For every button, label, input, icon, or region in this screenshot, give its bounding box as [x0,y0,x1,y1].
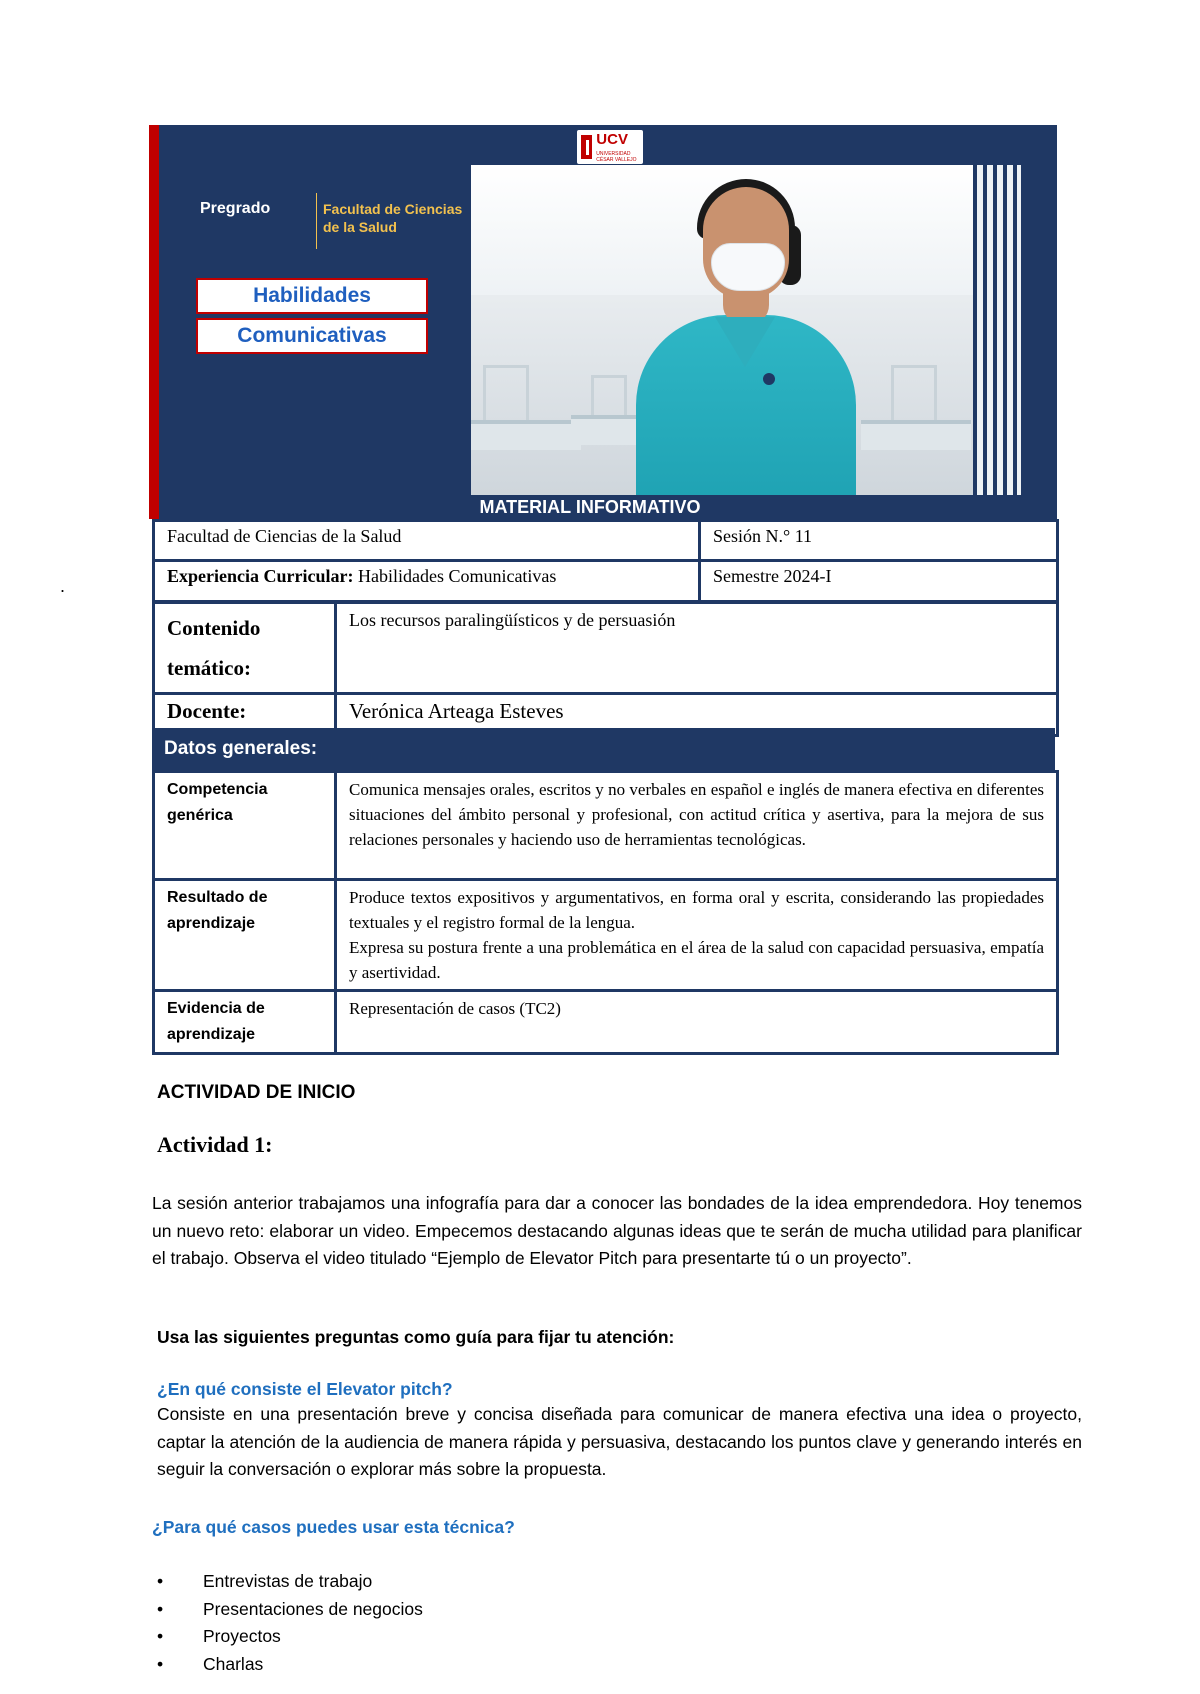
course-title-line2: Comunicativas [196,318,428,354]
resultado-value: Produce textos expositivos y argumentativos, en forma oral y escrita, considerando las propiedades textuales y el registro formal de la lengua. [349,888,1044,932]
contenido-value: Los recursos paralingüísticos y de persuasión [336,603,1058,694]
facultad-cell: Facultad de Ciencias de la Salud [154,521,700,561]
answer-1: Consiste en una presentación breve y concisa diseñada para comunicar de manera efectiva una idea o proyecto, captar la atención de la audiencia de manera rápida y persuasiva, destacando los puntos clave y generando interés en seguir la conversación o explorar más sobre la propuesta. [157,1404,1082,1479]
session-info-table [152,519,1059,603]
banner-title: MATERIAL INFORMATIVO [479,497,701,517]
resultado-cell [336,880,1058,991]
docente-value: Verónica Arteaga Esteves [336,694,1058,736]
logo-text: UCV [596,131,628,148]
experiencia-label: Experiencia Curricular: [167,566,354,586]
activity-heading: ACTIVIDAD DE INICIO [157,1082,356,1103]
list-item: • Entrevistas de trabajo [157,1568,423,1596]
evidencia-value: Representación de casos (TC2) [336,991,1058,1054]
ucv-logo-icon [581,135,592,159]
list-item: • Proyectos [157,1623,423,1651]
docente-label: Docente: [154,694,336,736]
technique-list [157,1568,423,1678]
semestre-cell: Semestre 2024-I [700,561,1058,602]
datos-generales-heading: Datos generales: [152,728,1055,770]
stray-dot: . [60,576,66,596]
logo-subtext: UNIVERSIDAD CÉSAR VALLEJO [596,151,637,163]
experiencia-value: Habilidades Comunicativas [353,566,557,586]
resultado-label: Resultado de aprendizaje [154,880,336,991]
question-1: ¿En qué consiste el Elevator pitch? [157,1379,453,1399]
content-table [152,601,1059,737]
intro-paragraph: La sesión anterior trabajamos una infografía para dar a conocer las bondades de la idea emprendedora. Hoy tenemos un nuevo reto: elaborar un video. Empecemos destacando algunas ideas que te serán de mucha utilidad para planificar el trabajo. Observa el video titulado “Ejemplo de Elevator Pitch para presentarte tú o un proyecto”. [152,1193,1082,1268]
banner-accent-bar [149,125,159,519]
sesion-cell: Sesión N.° 11 [700,521,1058,561]
contenido-label: Contenido temático: [154,603,336,694]
ucv-logo [577,130,643,164]
guide-text: Usa las siguientes preguntas como guía para fijar tu atención: [157,1327,675,1347]
banner-divider [316,193,317,249]
experiencia-cell [154,561,700,602]
list-item: • Presentaciones de negocios [157,1596,423,1624]
list-item: • Charlas [157,1651,423,1679]
resultado-value-2: Expresa su postura frente a una problemática en el área de la salud con capacidad persuasiva, empatía y asertividad. [349,938,1044,982]
pregrado-label: Pregrado [200,200,271,217]
course-title-line1: Habilidades [196,278,428,314]
question-2: ¿Para qué casos puedes usar esta técnica? [152,1517,515,1537]
evidencia-label: Evidencia de aprendizaje [154,991,336,1054]
facultad-label: Facultad de Ciencias de la Salud [323,201,463,235]
competencia-label: Competencia genérica [154,772,336,880]
competencia-value: Comunica mensajes orales, escritos y no verbales en español e inglés de manera efectiva en diferentes situaciones del ámbito personal y profesional, con actitud crítica y asertiva, para la mejora de sus relaciones personales y haciendo uso de herramientas tecnológicas. [336,772,1058,880]
datos-generales-table [152,770,1059,1055]
actividad1-heading: Actividad 1: [157,1132,273,1157]
nurse-photo [471,165,1021,495]
